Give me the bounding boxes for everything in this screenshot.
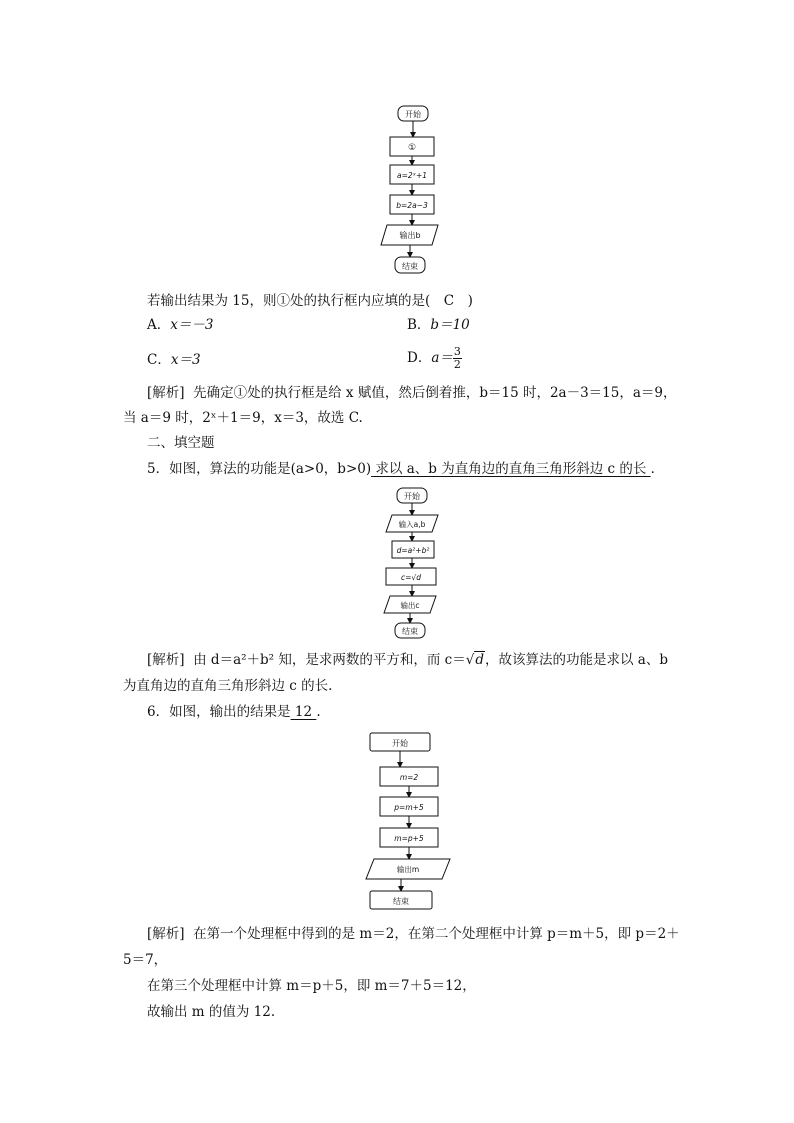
- q4-option-d: [407, 343, 462, 373]
- process-3-label: m=p+5: [394, 834, 424, 843]
- q6-stem-post: .: [316, 704, 321, 720]
- output-label: 输出m: [396, 865, 420, 874]
- q4-option-d-pre: a＝: [431, 350, 453, 366]
- flowchart-1-svg: [370, 100, 460, 280]
- output-label: 输出b: [399, 231, 421, 240]
- flowchart-2-svg: [370, 484, 460, 644]
- input-label: 输入a,b: [398, 520, 426, 529]
- q4-option-d-label: D．: [407, 350, 432, 366]
- q5-stem-pre: 5．如图，算法的功能是(a>0，b>0): [147, 461, 372, 477]
- end-label: 结束: [393, 897, 409, 906]
- q6-analysis-text-1: 在第一个处理框中得到的是 m＝2，在第二个处理框中计算 p＝m＋5，即 p＝2＋: [193, 926, 680, 942]
- q5-analysis-text-1-post: ，故该算法的功能是求以 a、b: [485, 652, 668, 668]
- sqrt-expression: √d: [465, 652, 484, 668]
- process-2-label: a=2ˣ+1: [396, 171, 428, 180]
- q4-stem: 若输出结果为 15，则①处的执行框内应填的是( C ): [147, 293, 473, 309]
- flowchart-3: [360, 730, 460, 915]
- process-3-label: b=2a−3: [396, 201, 428, 210]
- q4-analysis-line-2: 当 a＝9 时，2ˣ＋1＝9，x＝3，故选 C.: [123, 410, 363, 426]
- fraction-denominator: 2: [453, 358, 461, 371]
- q6-analysis-line-3: 在第三个处理框中计算 m＝p＋5，即 m＝7＋5＝12，: [147, 978, 476, 994]
- q5-answer: 求以 a、b 为直角边的直角三角形斜边 c 的长: [371, 461, 651, 477]
- q4-option-a: [147, 316, 213, 334]
- q6-stem-pre: 6．如图，输出的结果是: [147, 704, 291, 720]
- end-label: 结束: [402, 262, 418, 271]
- q6-stem: [147, 703, 321, 721]
- q5-analysis-tag: [解析]: [147, 652, 185, 668]
- end-label: 结束: [402, 627, 418, 636]
- q5-stem-post: ．: [650, 461, 665, 477]
- q6-answer: 12: [290, 704, 317, 720]
- start-label: 开始: [404, 492, 420, 501]
- q4-option-d-fraction: [453, 346, 462, 371]
- q4-option-c-label: C．: [147, 352, 171, 368]
- section-heading: 二、填空题: [147, 435, 215, 451]
- process-2-label: p=m+5: [394, 803, 424, 812]
- q6-analysis-line-2: 5＝7，: [123, 952, 168, 968]
- fraction-numerator: 3: [453, 345, 461, 358]
- process-2-label: c=√d: [401, 573, 421, 582]
- q4-analysis-tag: [解析]: [147, 385, 185, 401]
- q4-option-b-label: B．: [407, 317, 431, 333]
- q4-option-a-label: A．: [147, 317, 171, 333]
- q6-analysis-line-4: 故输出 m 的值为 12.: [147, 1004, 276, 1020]
- output-label: 输出c: [400, 601, 420, 610]
- sqrt-radicand: d: [475, 652, 484, 668]
- q5-analysis-line-2: 为直角边的直角三角形斜边 c 的长.: [123, 678, 333, 694]
- start-label: 开始: [392, 739, 408, 748]
- q4-analysis-text-1: 先确定①处的执行框是给 x 赋值，然后倒着推，b＝15 时，2a－3＝15，a＝9，: [193, 385, 677, 401]
- q4-option-b: [407, 316, 470, 334]
- q6-analysis-line-1: [147, 925, 680, 943]
- q4-option-c: [147, 351, 201, 369]
- q5-stem: [147, 460, 664, 478]
- flowchart-3-svg: [360, 730, 460, 915]
- q4-option-c-text: x＝3: [170, 352, 201, 368]
- q4-option-b-text: b＝10: [430, 317, 470, 333]
- q5-analysis-text-1: 由 d＝a²＋b² 知，是求两数的平方和，而 c＝: [193, 652, 466, 668]
- q4-option-a-text: x＝－3: [170, 317, 214, 333]
- q5-analysis-line-1: [147, 651, 668, 669]
- flowchart-2: [370, 484, 460, 644]
- flowchart-1: [370, 100, 460, 280]
- process-1-label: ①: [407, 143, 417, 153]
- process-1-label: d=a²+b²: [396, 546, 430, 555]
- process-1-label: m=2: [399, 773, 419, 782]
- start-label: 开始: [405, 110, 421, 119]
- q6-analysis-tag: [解析]: [147, 926, 185, 942]
- q4-analysis-line-1: [147, 384, 677, 402]
